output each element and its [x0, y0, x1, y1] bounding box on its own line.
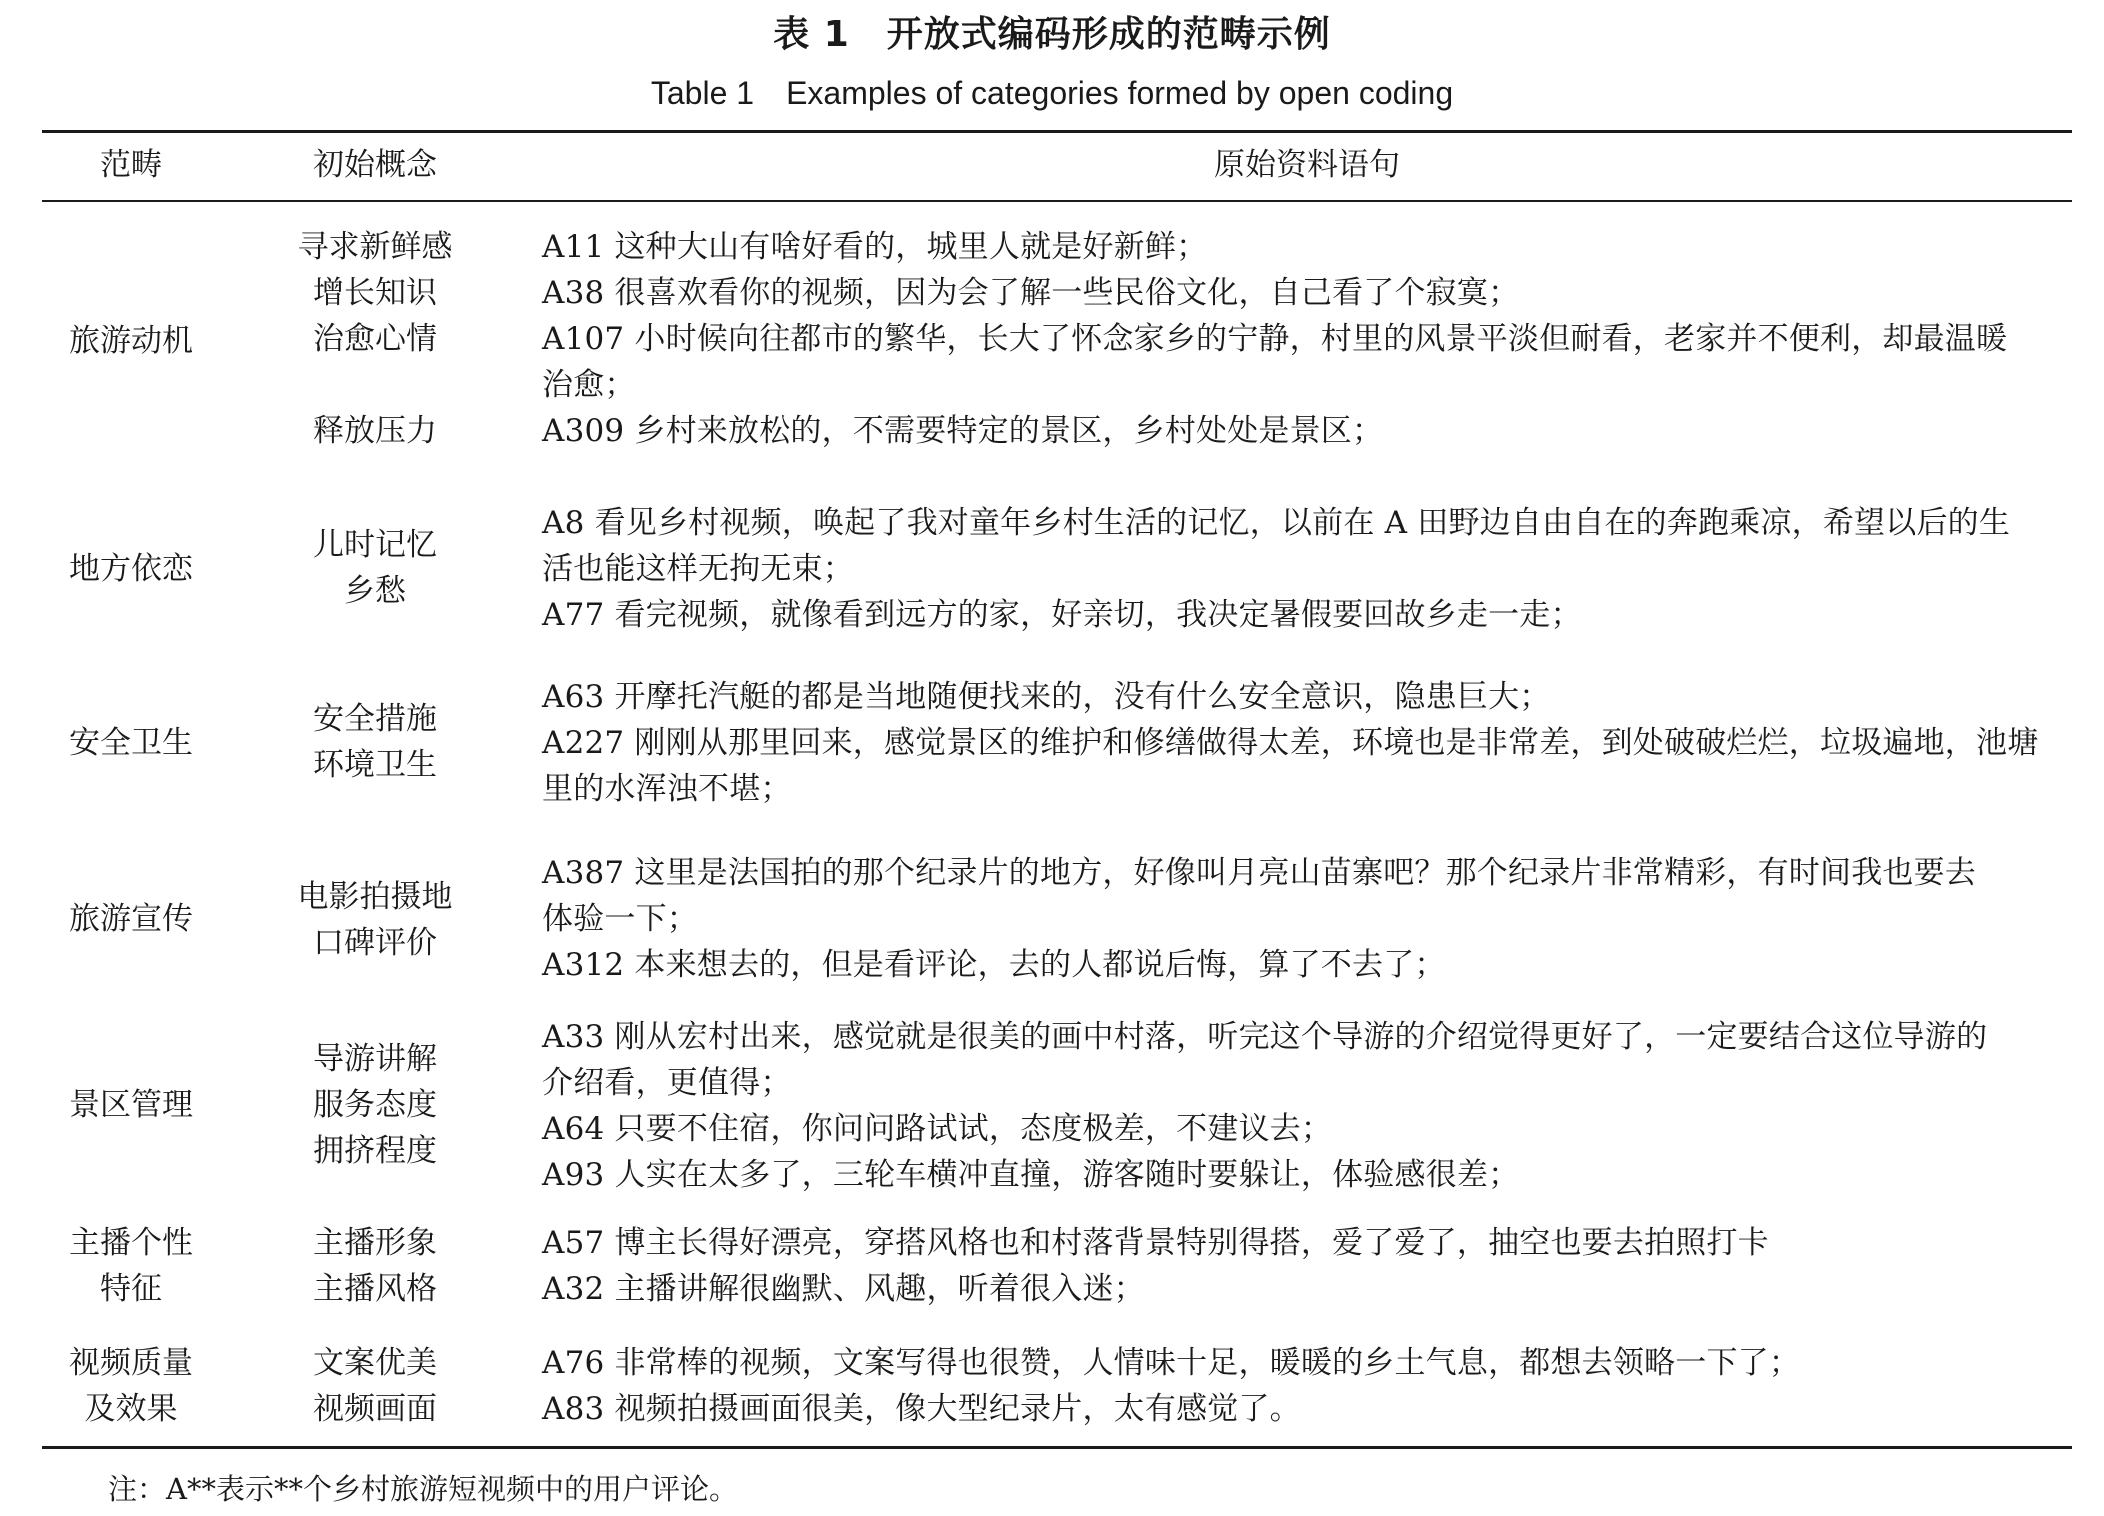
quote-line: A312 本来想去的，但是看评论，去的人都说后悔，算了不去了； — [542, 947, 1446, 983]
bottom-rule — [42, 1446, 2072, 1449]
row-6-concepts — [260, 1220, 490, 1312]
table-note: 注：A**表示**个乡村旅游短视频中的用户评论。 — [108, 1472, 738, 1506]
category-line: 主播个性 — [69, 1225, 193, 1261]
row-3-quotes — [542, 674, 2072, 812]
header-quote: 原始资料语句 — [1214, 147, 1400, 183]
concept-line: 安全措施 — [313, 701, 437, 737]
row-1-concepts — [260, 224, 490, 454]
quote-line: 治愈； — [542, 367, 636, 403]
concept-line: 文案优美 — [313, 1345, 437, 1381]
row-5-concepts — [260, 1036, 490, 1174]
row-3-category — [42, 720, 220, 766]
table-caption-en: Table 1 Examples of categories formed by open coding — [650, 75, 1454, 111]
quote-line: A8 看见乡村视频，唤起了我对童年乡村生活的记忆，以前在 A 田野边自由自在的奔跑乘凉，希望以后的生 — [542, 505, 2011, 541]
category-line: 地方依恋 — [69, 551, 193, 587]
concept-line: 主播风格 — [313, 1271, 437, 1307]
row-5-category — [42, 1082, 220, 1128]
concept-line: 环境卫生 — [313, 747, 437, 783]
quote-line: A63 开摩托汽艇的都是当地随便找来的，没有什么安全意识，隐患巨大； — [542, 679, 1551, 715]
row-6-quotes — [542, 1220, 2072, 1312]
row-1-category — [42, 318, 220, 364]
quote-line: A64 只要不住宿，你问问路试试，态度极差，不建议去； — [542, 1111, 1333, 1147]
quote-line: 介绍看，更值得； — [542, 1065, 792, 1101]
quote-line: A33 刚从宏村出来，感觉就是很美的画中村落，听完这个导游的介绍觉得更好了，一定要结合这位导游的 — [542, 1019, 1988, 1055]
concept-line: 增长知识 — [313, 275, 437, 311]
quote-line: A77 看完视频，就像看到远方的家，好亲切，我决定暑假要回故乡走一走； — [542, 597, 1582, 633]
quote-line: A83 视频拍摄画面很美，像大型纪录片，太有感觉了。 — [542, 1391, 1301, 1427]
top-rule — [42, 130, 2072, 133]
row-4-quotes — [542, 850, 2072, 988]
concept-line: 治愈心情 — [313, 321, 437, 357]
category-line: 安全卫生 — [69, 725, 193, 761]
category-line: 旅游宣传 — [69, 901, 193, 937]
quote-line: A38 很喜欢看你的视频，因为会了解一些民俗文化，自己看了个寂寞； — [542, 275, 1520, 311]
table-caption-zh: 表 1 开放式编码形成的范畴示例 — [773, 14, 1331, 55]
row-1-quotes — [542, 224, 2072, 454]
quote-line: A309 乡村来放松的，不需要特定的景区，乡村处处是景区； — [542, 413, 1384, 449]
row-2-quotes — [542, 500, 2072, 638]
quote-line: A57 博主长得好漂亮，穿搭风格也和村落背景特别得搭，爱了爱了，抽空也要去拍照打卡 — [542, 1225, 1769, 1261]
concept-line: 服务态度 — [313, 1087, 437, 1123]
concept-line: 寻求新鲜感 — [297, 229, 453, 265]
concept-line: 电影拍摄地 — [297, 879, 453, 915]
row-6-category — [42, 1220, 220, 1312]
category-line: 及效果 — [84, 1391, 178, 1427]
header-category: 范畴 — [100, 147, 162, 183]
quote-line: 体验一下； — [542, 901, 698, 937]
quote-line: A227 刚刚从那里回来，感觉景区的维护和修缮做得太差，环境也是非常差，到处破破烂烂，垃圾遍地，池塘 — [542, 725, 2039, 761]
quote-line: A93 人实在太多了，三轮车横冲直撞，游客随时要躲让，体验感很差； — [542, 1157, 1520, 1193]
header-concept: 初始概念 — [313, 147, 437, 183]
row-7-category — [42, 1340, 220, 1432]
quote-line: A387 这里是法国拍的那个纪录片的地方，好像叫月亮山苗寨吧？那个纪录片非常精彩，有时间我也要去 — [542, 855, 1977, 891]
category-line: 视频质量 — [69, 1345, 193, 1381]
concept-line: 乡愁 — [344, 573, 406, 609]
row-7-concepts — [260, 1340, 490, 1432]
category-line: 旅游动机 — [69, 323, 193, 359]
category-line: 特征 — [100, 1271, 162, 1307]
concept-line: 释放压力 — [313, 413, 437, 449]
concept-line: 儿时记忆 — [313, 527, 437, 563]
header-rule — [42, 200, 2072, 202]
quote-line: A32 主播讲解很幽默、风趣，听着很入迷； — [542, 1271, 1145, 1307]
quote-line: 里的水浑浊不堪； — [542, 771, 792, 807]
quote-line: A11 这种大山有啥好看的，城里人就是好新鲜； — [542, 229, 1208, 265]
concept-line: 拥挤程度 — [313, 1133, 437, 1169]
quote-line: A76 非常棒的视频，文案写得也很赞，人情味十足，暖暖的乡土气息，都想去领略一下了； — [542, 1345, 1801, 1381]
concept-line: 口碑评价 — [313, 925, 437, 961]
row-4-category — [42, 896, 220, 942]
concept-line: 主播形象 — [313, 1225, 437, 1261]
row-2-concepts — [260, 522, 490, 614]
row-7-quotes — [542, 1340, 2072, 1432]
row-3-concepts — [260, 696, 490, 788]
quote-line: 活也能这样无拘无束； — [542, 551, 854, 587]
concept-line: 导游讲解 — [313, 1041, 437, 1077]
row-4-concepts — [260, 874, 490, 966]
category-line: 景区管理 — [69, 1087, 193, 1123]
quote-line: A107 小时候向往都市的繁华，长大了怀念家乡的宁静，村里的风景平淡但耐看，老家并不便利，却最温暖 — [542, 321, 2008, 357]
row-2-category — [42, 546, 220, 592]
concept-line: 视频画面 — [313, 1391, 437, 1427]
row-5-quotes — [542, 1014, 2072, 1198]
concept-line — [260, 362, 490, 408]
